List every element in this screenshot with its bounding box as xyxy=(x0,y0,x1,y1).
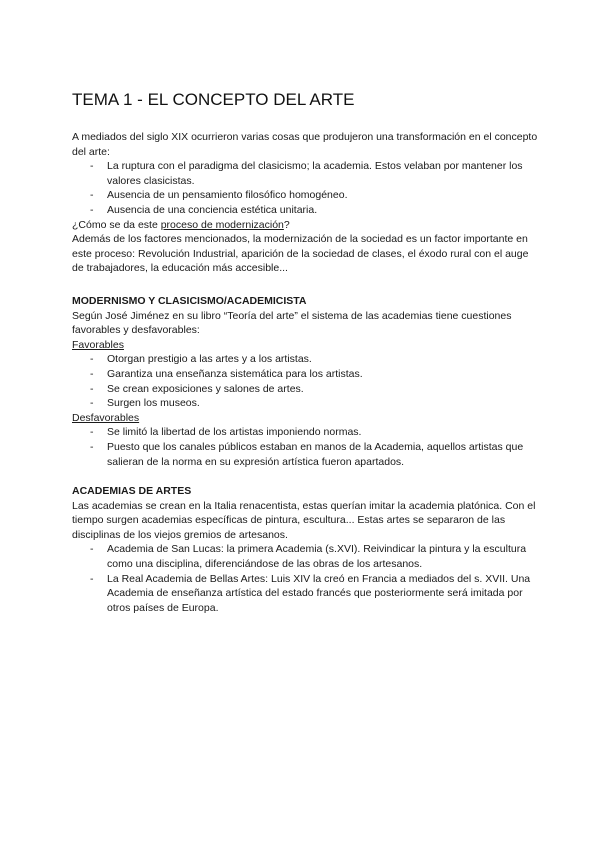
section-paragraph: Según José Jiménez en su libro “Teoría del arte” el sistema de las academias tiene cuestiones favorables y desfavorables: xyxy=(72,309,512,337)
list-item: - Ausencia de una conciencia estética unitaria. xyxy=(72,203,542,218)
list-item: - Puesto que los canales públicos estaban en manos de la Academia, aquellos artistas que salieran de la norma en su expresión artística fueron apartados. xyxy=(72,440,542,469)
section-academias xyxy=(72,484,542,615)
list-item: - Ausencia de un pensamiento filosófico homogéneo. xyxy=(72,188,542,203)
list-item: - Otorgan prestigio a las artes y a los artistas. xyxy=(72,352,542,367)
intro-paragraph: A mediados del siglo XIX ocurrieron varias cosas que produjeron una transformación en el concepto del arte: xyxy=(72,131,538,158)
section-modernismo xyxy=(72,294,542,469)
list-item: - Se limitó la libertad de los artistas imponiendo normas. xyxy=(72,425,542,440)
intro-section xyxy=(72,130,542,276)
list-item: - Surgen los museos. xyxy=(72,396,542,411)
page-title: TEMA 1 - EL CONCEPTO DEL ARTE xyxy=(72,90,355,109)
list-item: - Garantiza una enseñanza sistemática para los artistas. xyxy=(72,367,542,382)
favorables-list xyxy=(72,352,542,410)
question-prefix: ¿Cómo se da este xyxy=(72,218,161,231)
academias-list xyxy=(72,542,542,615)
list-item: - La Real Academia de Bellas Artes: Luis XIV la creó en Francia a mediados del s. XVII. Una Academia de enseñanza artística del estado francés que posteriormente será imitada por otros países de Europa. xyxy=(72,572,542,616)
desfavorables-label: Desfavorables xyxy=(72,411,140,424)
intro-bullet-list xyxy=(72,159,542,217)
section-heading: MODERNISMO Y CLASICISMO/ACADEMICISTA xyxy=(72,295,307,307)
section-heading: ACADEMIAS DE ARTES xyxy=(72,485,192,497)
list-item: - La ruptura con el paradigma del clasicismo; la academia. Estos velaban por mantener los valores clasicistas. xyxy=(72,159,542,188)
section-paragraph: Las academias se crean en la Italia renacentista, estas querían imitar la academia platónica. Con el tiempo surgen academias específicas de pintura, escultura... Estas artes se separaron de las disciplinas de los viejos gremios de artesanos. xyxy=(72,499,536,541)
intro-paragraph-2: Además de los factores mencionados, la modernización de la sociedad es un factor importante en este proceso: Revolución Industrial, aparición de la sociedad de clases, el éxodo rural con el auge de trabajadores, la educación más accesible... xyxy=(72,233,529,275)
desfavorables-list xyxy=(72,425,542,469)
favorables-label: Favorables xyxy=(72,338,124,351)
intro-question xyxy=(72,218,542,233)
list-item: - Se crean exposiciones y salones de artes. xyxy=(72,382,542,397)
question-suffix: ? xyxy=(283,218,290,231)
list-item: - Academia de San Lucas: la primera Academia (s.XVI). Reivindicar la pintura y la escultura como una disciplina, diferenciándose de las obras de los artesanos. xyxy=(72,542,542,571)
question-underlined: proceso de modernización xyxy=(160,218,284,231)
